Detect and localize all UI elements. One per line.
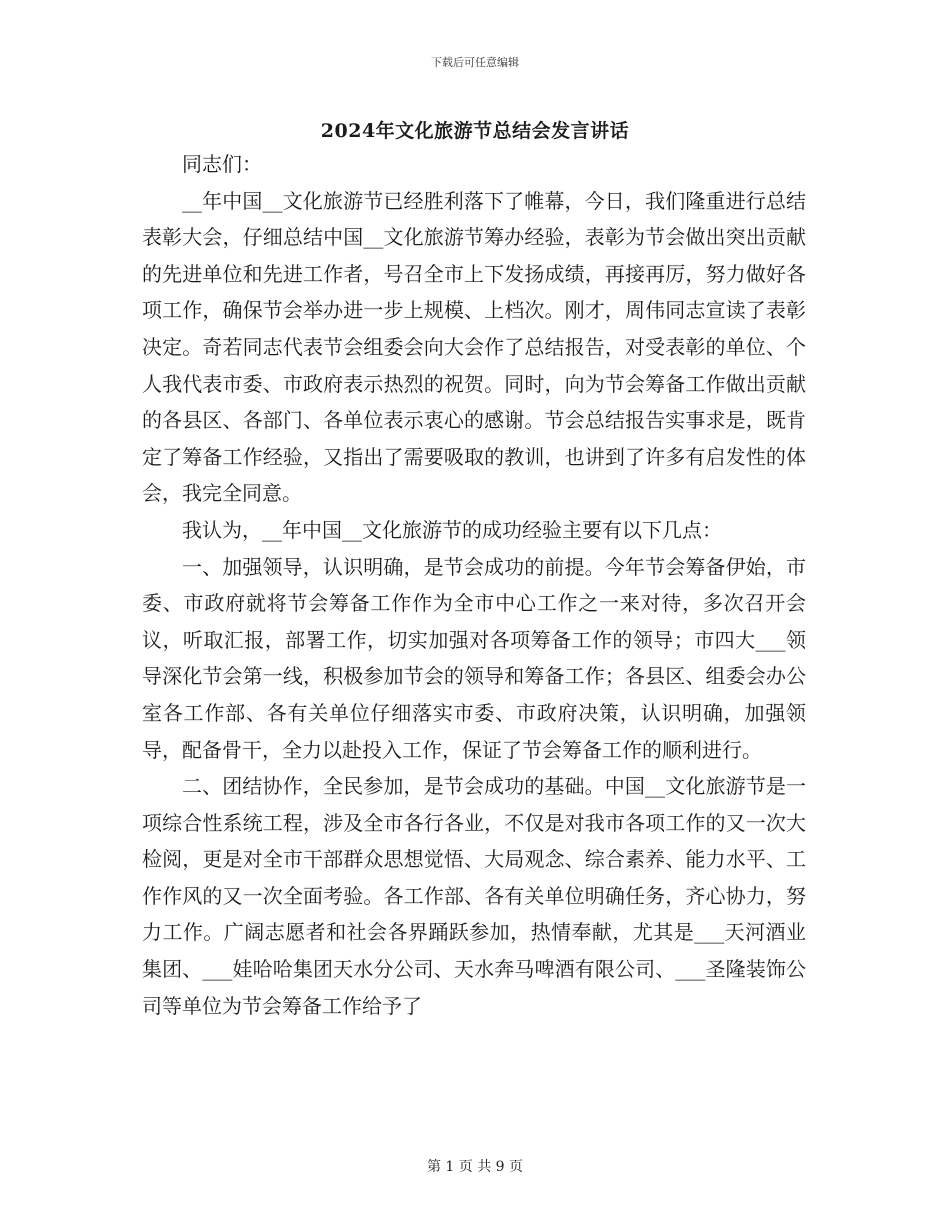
- paragraph-opening: __年中国__文化旅游节已经胜利落下了帷幕，今日，我们隆重进行总结表彰大会，仔细总结中国__文化旅游节筹办经验，表彰为节会做出突出贡献的先进单位和先进工作者，号召全市上下发扬成绩，再接再厉，努力做好各项工作，确保节会举办进一步上规模、上档次。刚才，周伟同志宣读了表彰决定。奇若同志代表节会组委会向大会作了总结报告，对受表彰的单位、个人我代表市委、市政府表示热烈的祝贺。同时，向为节会筹备工作做出贡献的各县区、各部门、各单位表示衷心的感谢。节会总结报告实事求是，既肯定了筹备工作经验，又指出了需要吸取的教训，也讲到了许多有启发性的体会，我完全同意。: [142, 188, 806, 506]
- header-note: 下载后可任意编辑: [431, 56, 519, 69]
- document-title: 2024年文化旅游节总结会发言讲话: [320, 120, 630, 142]
- paragraph-intro-points: 我认为，__年中国__文化旅游节的成功经验主要有以下几点：: [182, 517, 722, 542]
- page-indicator: 第 1 页 共 9 页: [426, 1159, 524, 1175]
- salutation: 同志们：: [182, 152, 262, 176]
- paragraph-point-two: 二、团结协作，全民参加，是节会成功的基础。中国__文化旅游节是一项综合性系统工程，涉及全市各行各业，不仅是对我市各项工作的又一次大检阅，更是对全市干部群众思想觉悟、大局观念、综合素养、能力水平、工作作风的又一次全面考验。各工作部、各有关单位明确任务，齐心协力，努力工作。广阔志愿者和社会各界踊跃参加，热情奉献，尤其是___天河酒业集团、___娃哈哈集团天水分公司、天水奔马啤酒有限公司、___圣隆装饰公司等单位为节会筹备工作给予了: [142, 774, 806, 1018]
- document-body: [142, 146, 806, 1024]
- paragraph-point-one: 一、加强领导，认识明确，是节会成功的前提。今年节会筹备伊始，市委、市政府就将节会筹备工作作为全市中心工作之一来对待，多次召开会议，听取汇报，部署工作，切实加强对各项筹备工作的领导；市四大___领导深化节会第一线，积极参加节会的领导和筹备工作；各县区、组委会办公室各工作部、各有关单位仔细落实市委、市政府决策，认识明确，加强领导，配备骨干，全力以赴投入工作，保证了节会筹备工作的顺利进行。: [142, 554, 806, 762]
